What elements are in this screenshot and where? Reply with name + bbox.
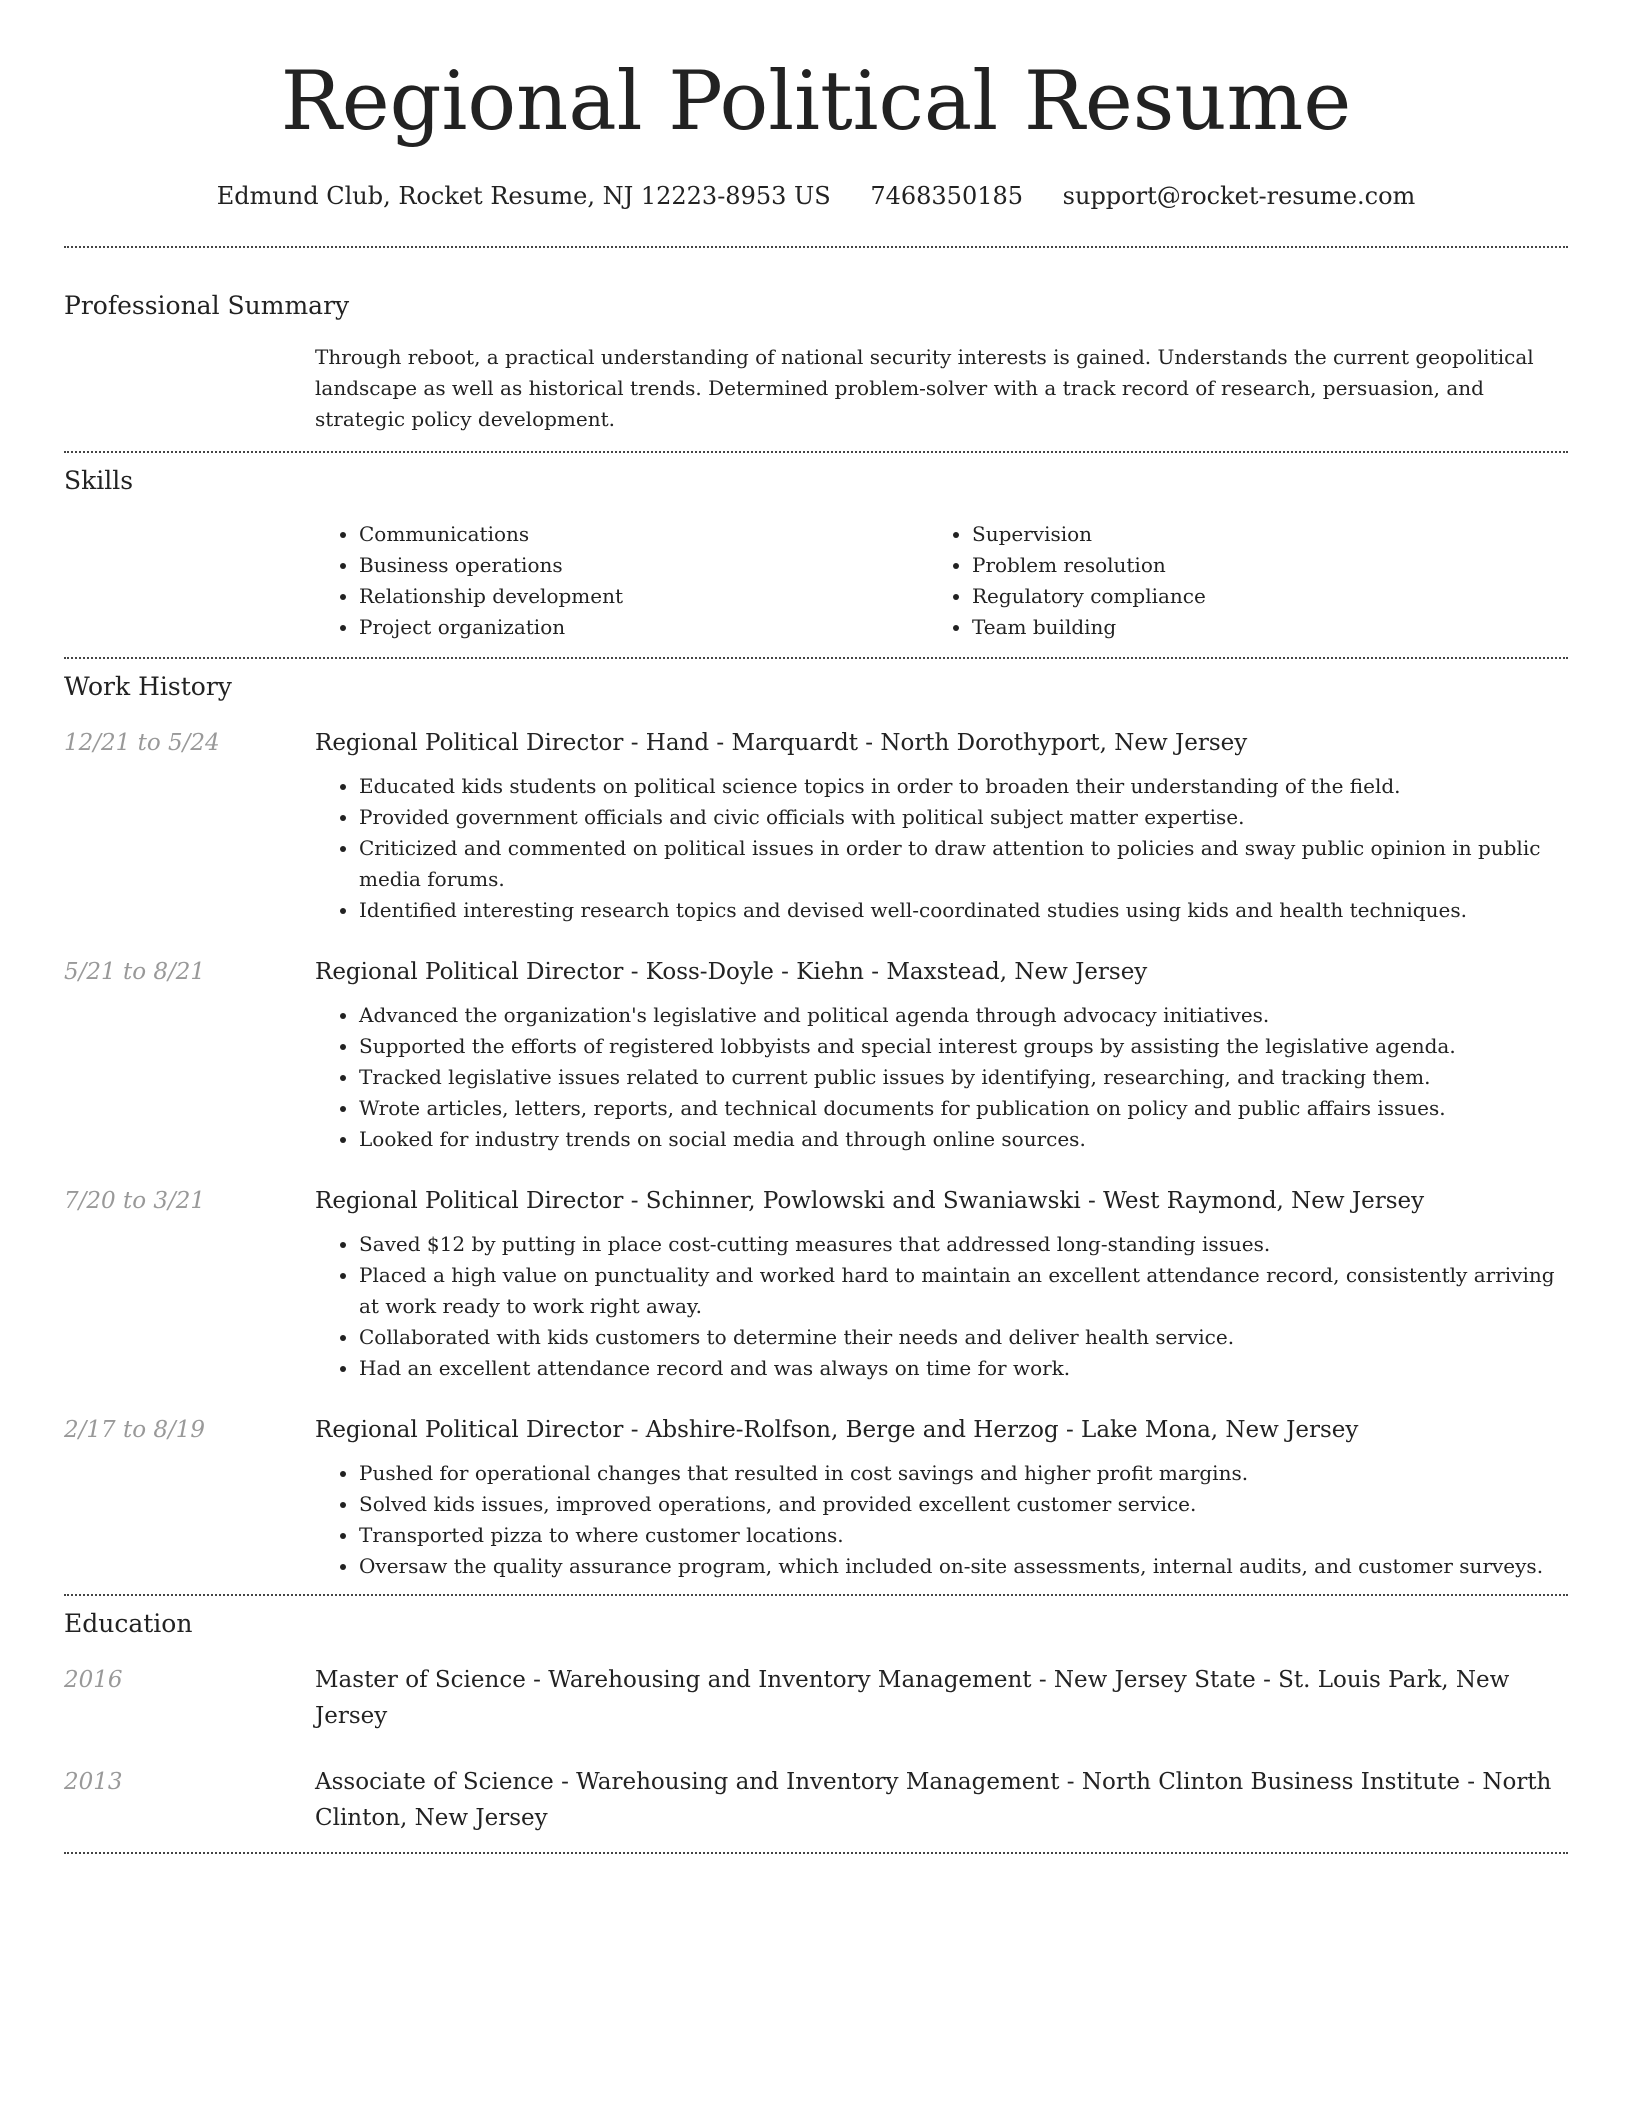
work-bullet: • Wrote articles, letters, reports, and technical documents for publication on policy and public affairs issues. xyxy=(359,1093,1568,1124)
work-entry-heading xyxy=(315,954,1568,990)
skill-item: • Communications xyxy=(359,519,885,550)
work-entry-heading xyxy=(315,1412,1568,1448)
divider xyxy=(64,1594,1568,1596)
work-bullet: • Identified interesting research topics and devised well-coordinated studies using kids and health techniques. xyxy=(359,895,1568,926)
work-entry xyxy=(64,1412,1568,1582)
skills-column-right xyxy=(928,519,1528,643)
divider xyxy=(64,1852,1568,1854)
work-entry-heading xyxy=(315,725,1568,761)
work-bullet: • Collaborated with kids customers to determine their needs and deliver health service. xyxy=(359,1322,1568,1353)
work-bullets xyxy=(315,771,1568,926)
job-employer-location: - Hand - Marquardt - North Dorothyport, New Jersey xyxy=(623,730,1248,756)
degree: Associate of Science - Warehousing and Inventory Management xyxy=(315,1769,1060,1795)
work-bullet: • Oversaw the quality assurance program, which included on-site assessments, internal audits, and customer surveys. xyxy=(359,1551,1568,1582)
work-entry xyxy=(64,1183,1568,1384)
skill-item: • Team building xyxy=(972,612,1528,643)
education-entry-body xyxy=(315,1662,1568,1734)
work-entry-body xyxy=(315,954,1568,1155)
work-bullet: • Solved kids issues, improved operations, and provided excellent customer service. xyxy=(359,1489,1568,1520)
summary-heading: Professional Summary xyxy=(64,291,350,320)
skill-item: • Project organization xyxy=(359,612,885,643)
school-location: - New Jersey State - St. Louis Park, New Jersey xyxy=(315,1667,1510,1729)
skills-heading: Skills xyxy=(64,466,134,495)
work-entry-body xyxy=(315,1412,1568,1582)
work-bullet: • Pushed for operational changes that resulted in cost savings and higher profit margins. xyxy=(359,1458,1568,1489)
work-bullet: • Educated kids students on political science topics in order to broaden their understanding of the field. xyxy=(359,771,1568,802)
job-title: Regional Political Director xyxy=(315,1188,624,1214)
divider xyxy=(64,657,1568,659)
divider xyxy=(64,246,1568,248)
summary-text: Through reboot, a practical understanding of national security interests is gained. Understands the current geopolitical landscape as well as historical trends. Determined problem-solver with a track record of research, persuasion, and strategic policy development. xyxy=(315,345,1534,431)
degree: Master of Science - Warehousing and Inventory Management xyxy=(315,1667,1032,1693)
skills-column-left xyxy=(315,519,885,643)
work-date: 7/20 to 3/21 xyxy=(64,1188,206,1214)
work-date: 2/17 to 8/19 xyxy=(64,1417,206,1443)
contact-phone: 7468350185 xyxy=(870,182,1024,210)
work-bullet: • Looked for industry trends on social media and through online sources. xyxy=(359,1124,1568,1155)
job-employer-location: - Koss-Doyle - Kiehn - Maxstead, New Jersey xyxy=(623,959,1148,985)
work-bullet: • Transported pizza to where customer locations. xyxy=(359,1520,1568,1551)
work-date: 5/21 to 8/21 xyxy=(64,959,206,985)
work-entry-body xyxy=(315,725,1568,926)
education-date: 2013 xyxy=(64,1769,123,1795)
work-bullet: • Supported the efforts of registered lobbyists and special interest groups by assisting the legislative agenda. xyxy=(359,1031,1568,1062)
education-entry-heading xyxy=(315,1662,1568,1734)
work-bullet: • Placed a high value on punctuality and worked hard to maintain an excellent attendance record, consistently arriving at work ready to work right away. xyxy=(359,1260,1568,1322)
work-bullet: • Tracked legislative issues related to current public issues by identifying, researching, and tracking them. xyxy=(359,1062,1568,1093)
work-bullets xyxy=(315,1229,1568,1384)
education-entry xyxy=(64,1662,1568,1734)
contact-line xyxy=(64,180,1568,212)
skill-item: • Supervision xyxy=(972,519,1528,550)
job-employer-location: - Abshire-Rolfson, Berge and Herzog - Lake Mona, New Jersey xyxy=(623,1417,1359,1443)
work-entry xyxy=(64,725,1568,926)
education-date: 2016 xyxy=(64,1667,123,1693)
work-entry xyxy=(64,954,1568,1155)
skill-item: • Problem resolution xyxy=(972,550,1528,581)
work-entry-body xyxy=(315,1183,1568,1384)
work-bullet: • Advanced the organization's legislative and political agenda through advocacy initiatives. xyxy=(359,1000,1568,1031)
education-entry-body xyxy=(315,1764,1568,1836)
education-entry-heading xyxy=(315,1764,1568,1836)
contact-email: support@rocket-resume.com xyxy=(1062,182,1416,210)
education-entry xyxy=(64,1764,1568,1836)
skills-list xyxy=(315,519,1568,643)
job-title: Regional Political Director xyxy=(315,1417,624,1443)
work-bullet: • Had an excellent attendance record and was always on time for work. xyxy=(359,1353,1568,1384)
work-bullet: • Criticized and commented on political issues in order to draw attention to policies and sway public opinion in public media forums. xyxy=(359,833,1568,895)
work-entry-heading xyxy=(315,1183,1568,1219)
resume-name: Regional Political Resume xyxy=(280,55,1352,149)
skill-item: • Business operations xyxy=(359,550,885,581)
divider xyxy=(64,451,1568,453)
work-bullets xyxy=(315,1000,1568,1155)
work-history-heading: Work History xyxy=(64,672,232,701)
contact-address: Edmund Club, Rocket Resume, NJ 12223-8953 US xyxy=(216,182,831,210)
work-date: 12/21 to 5/24 xyxy=(64,730,220,756)
work-bullet: • Saved $12 by putting in place cost-cutting measures that addressed long-standing issues. xyxy=(359,1229,1568,1260)
skill-item: • Regulatory compliance xyxy=(972,581,1528,612)
job-employer-location: - Schinner, Powlowski and Swaniawski - West Raymond, New Jersey xyxy=(623,1188,1425,1214)
education-heading: Education xyxy=(64,1609,193,1638)
skill-item: • Relationship development xyxy=(359,581,885,612)
work-bullets xyxy=(315,1458,1568,1582)
school-location: - North Clinton Business Institute - North Clinton, New Jersey xyxy=(315,1769,1552,1831)
job-title: Regional Political Director xyxy=(315,959,624,985)
work-bullet: • Provided government officials and civic officials with political subject matter expertise. xyxy=(359,802,1568,833)
job-title: Regional Political Director xyxy=(315,730,624,756)
